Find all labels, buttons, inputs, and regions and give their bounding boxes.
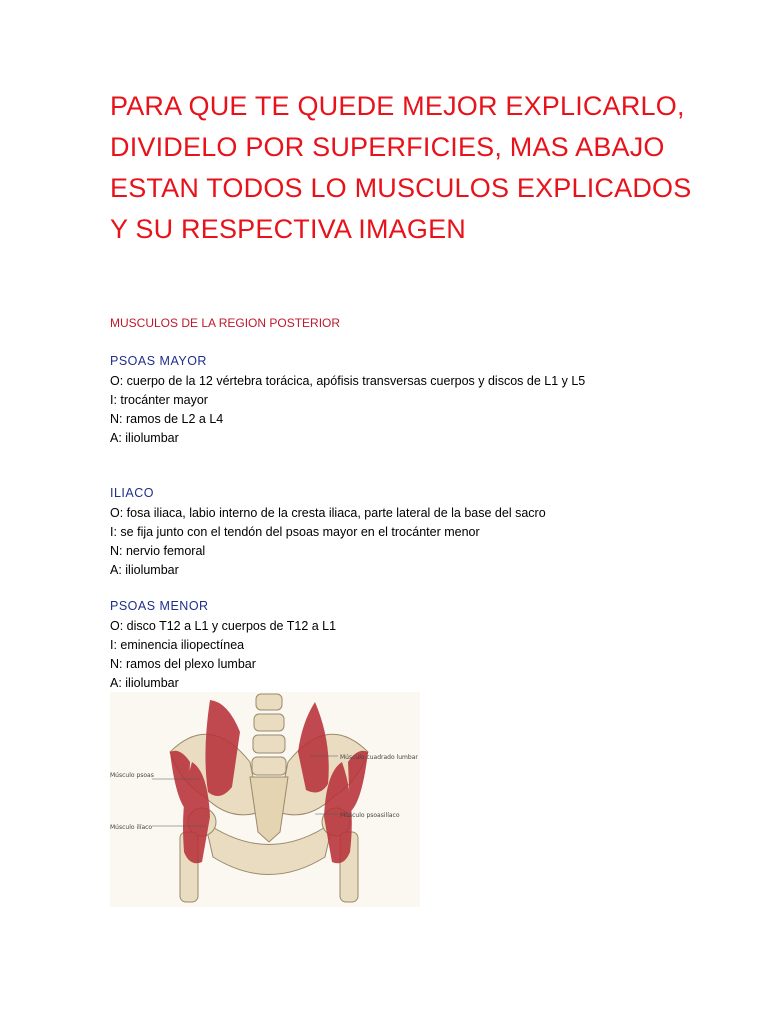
muscle-insertion: I: eminencia iliopectínea — [110, 638, 245, 652]
muscle-title: PSOAS MAYOR — [110, 354, 207, 368]
muscle-block-psoas-mayor — [110, 352, 585, 448]
headline-line-3: ESTAN TODOS LO MUSCULOS EXPLICADOS — [110, 173, 692, 203]
region-title: MUSCULOS DE LA REGION POSTERIOR — [110, 316, 341, 330]
anatomy-illustration — [110, 692, 420, 907]
headline-line-4: Y SU RESPECTIVA IMAGEN — [110, 214, 466, 244]
headline — [110, 86, 710, 250]
headline-line-1: PARA QUE TE QUEDE MEJOR EXPLICARLO, — [110, 91, 685, 121]
muscle-nerve: N: ramos del plexo lumbar — [110, 657, 256, 671]
headline-line-2: DIVIDELO POR SUPERFICIES, MAS ABAJO — [110, 132, 665, 162]
muscle-insertion: I: trocánter mayor — [110, 393, 208, 407]
muscle-block-psoas-menor — [110, 597, 336, 693]
muscle-origin: O: cuerpo de la 12 vértebra torácica, apófisis transversas cuerpos y discos de L1 y L5 — [110, 374, 586, 388]
label-iliaco: Músculo ilíaco — [110, 824, 153, 831]
label-psoasiliaco: Músculo psoasilíaco — [340, 812, 400, 819]
muscle-block-iliaco — [110, 484, 546, 580]
muscle-origin: O: disco T12 a L1 y cuerpos de T12 a L1 — [110, 619, 337, 633]
muscle-nerve: N: nervio femoral — [110, 544, 206, 558]
pelvis-muscles-drawing — [110, 692, 420, 907]
muscle-origin: O: fosa iliaca, labio interno de la cresta iliaca, parte lateral de la base del sacro — [110, 506, 546, 520]
muscle-insertion: I: se fija junto con el tendón del psoas mayor en el trocánter menor — [110, 525, 480, 539]
label-psoas: Músculo psoas — [110, 772, 154, 779]
label-cuadrado-lumbar: Músculo cuadrado lumbar — [340, 754, 418, 761]
muscle-artery: A: iliolumbar — [110, 431, 179, 445]
muscle-title: PSOAS MENOR — [110, 599, 209, 613]
muscle-title: ILIACO — [110, 486, 154, 500]
muscle-nerve: N: ramos de L2 a L4 — [110, 412, 224, 426]
muscle-artery: A: iliolumbar — [110, 563, 179, 577]
muscle-artery: A: iliolumbar — [110, 676, 179, 690]
